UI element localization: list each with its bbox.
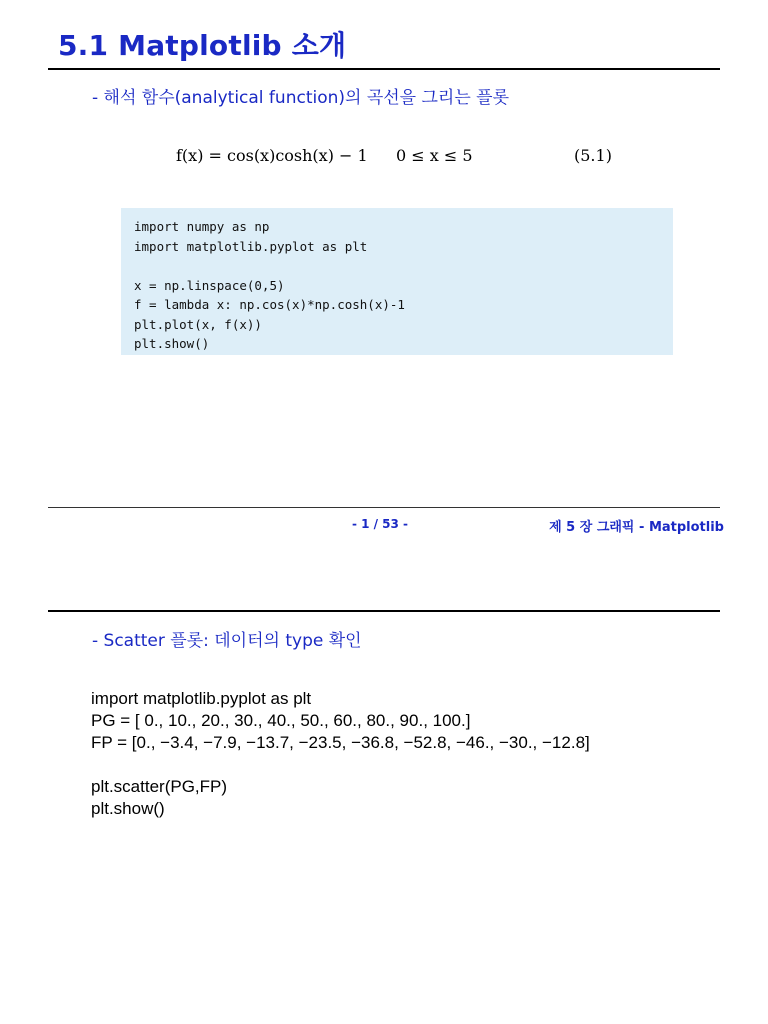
chapter-label: 제 5 장 그래픽 - Matplotlib [549, 520, 724, 535]
bullet-analytical-function: - 해석 함수(analytical function)의 곡선을 그리는 플롯 [92, 88, 510, 108]
section-divider [48, 610, 720, 612]
page-number: - 1 / 53 - [351, 517, 409, 531]
title-divider [48, 68, 720, 70]
code-text-plot: import numpy as np import matplotlib.pyplot as plt x = np.linspace(0,5) f = lambda x: np.cos(x)*np.cosh(x)-1 plt.plot(x, f(x)) plt.show() [134, 219, 405, 351]
equation-5-1 [176, 146, 616, 172]
bullet-scatter-plot: - Scatter 플롯: 데이터의 type 확인 [92, 631, 362, 651]
code-block-plot [121, 208, 673, 355]
code-text-scatter: import matplotlib.pyplot as plt PG = [ 0., 10., 20., 30., 40., 50., 60., 80., 90., 100.] FP = [0., −3.4, −7.9, −13.7, −23.5, −36.8, −52.8, −46., −30., −12.8] plt.scatter(PG,FP) plt.show() [91, 689, 590, 818]
equation-domain: 0 ≤ x ≤ 5 [396, 146, 473, 165]
footer-divider [48, 507, 720, 508]
equation-number: (5.1) [574, 146, 612, 165]
equation-expression: f(x) = cos(x)cosh(x) − 1 [176, 146, 368, 165]
page-title: 5.1 Matplotlib 소개 [58, 29, 347, 62]
